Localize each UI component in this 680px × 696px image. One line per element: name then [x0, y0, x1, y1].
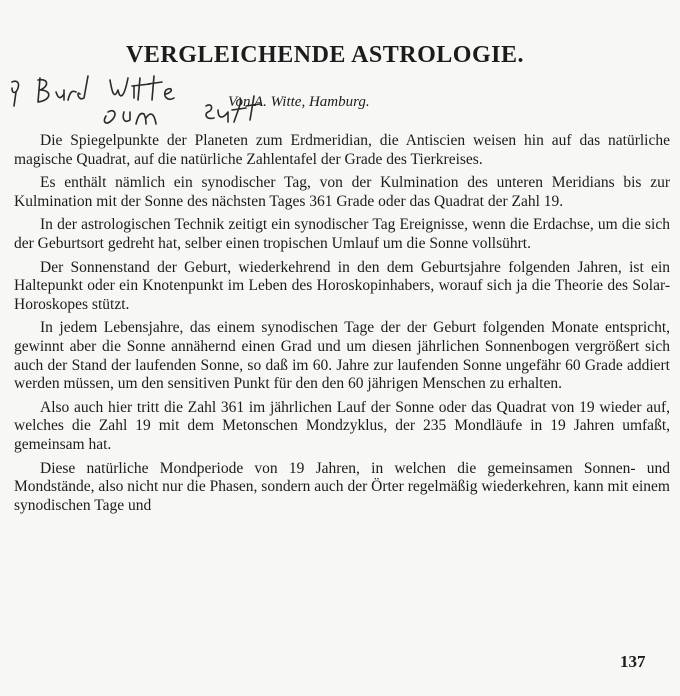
paragraph: Der Sonnenstand der Geburt, wiederkehrend in den dem Geburtsjahre folgenden Jahren, ist ein Haltepunkt oder ein Knotenpunkt im Leben des Horoskopinhabers, worauf sich ja die Theorie des Solar-Horoskopes stützt.	[14, 258, 670, 313]
paragraph: Also auch hier tritt die Zahl 361 im jährlichen Lauf der Sonne oder das Quadrat von 19 wieder auf, welches die Zahl 19 mit dem Metonschen Mondzyklus, der 235 Mondläufe in 19 Jahren umfaßt, gemeinsam hat.	[14, 398, 670, 453]
page-title: VERGLEICHENDE ASTROLOGIE.	[126, 42, 524, 68]
article-body	[14, 132, 670, 520]
paragraph: Die Spiegelpunkte der Planeten zum Erdmeridian, die Antiscien weisen hin auf das natürliche magische Quadrat, auf die natürliche Zahlentafel der Grade des Tierkreises.	[14, 132, 670, 168]
author-byline: Von A. Witte, Hamburg.	[228, 94, 370, 110]
paragraph: Es enthält nämlich ein synodischer Tag, von der Kulmination des unteren Meridians bis zur Kulmination mit der Sonne des nächsten Tages 361 Grade oder das Quadrat der Zahl 19.	[14, 174, 670, 210]
paragraph: In jedem Lebensjahre, das einem synodischen Tage der der Geburt folgenden Monate entspricht, gewinnt aber die Sonne annähernd einen Grad und um diesen jährlichen Sonnenbogen vergrößert sich auch der Stand der laufenden Sonne, so daß im 60. Jahre zur laufenden Sonne ungefähr 60 Grade addiert werden müssen, um den sensitiven Punkt für den den 60 jährigen Menschen zu erhalten.	[14, 319, 670, 393]
paragraph: In der astrologischen Technik zeitigt ein synodischer Tag Ereignisse, wenn die Erdachse, um die sich der Geburtsort gedreht hat, selber einen tropischen Umlauf um die Sonne vollsührt.	[14, 216, 670, 252]
paragraph: Diese natürliche Mondperiode von 19 Jahren, in welchen die gemeinsamen Sonnen- und Mondstände, also nicht nur die Phasen, sondern auch der Örter regelmäßig wiederkehren, kann mit einem synodischen Tage und	[14, 459, 670, 514]
page-number: 137	[620, 652, 646, 671]
